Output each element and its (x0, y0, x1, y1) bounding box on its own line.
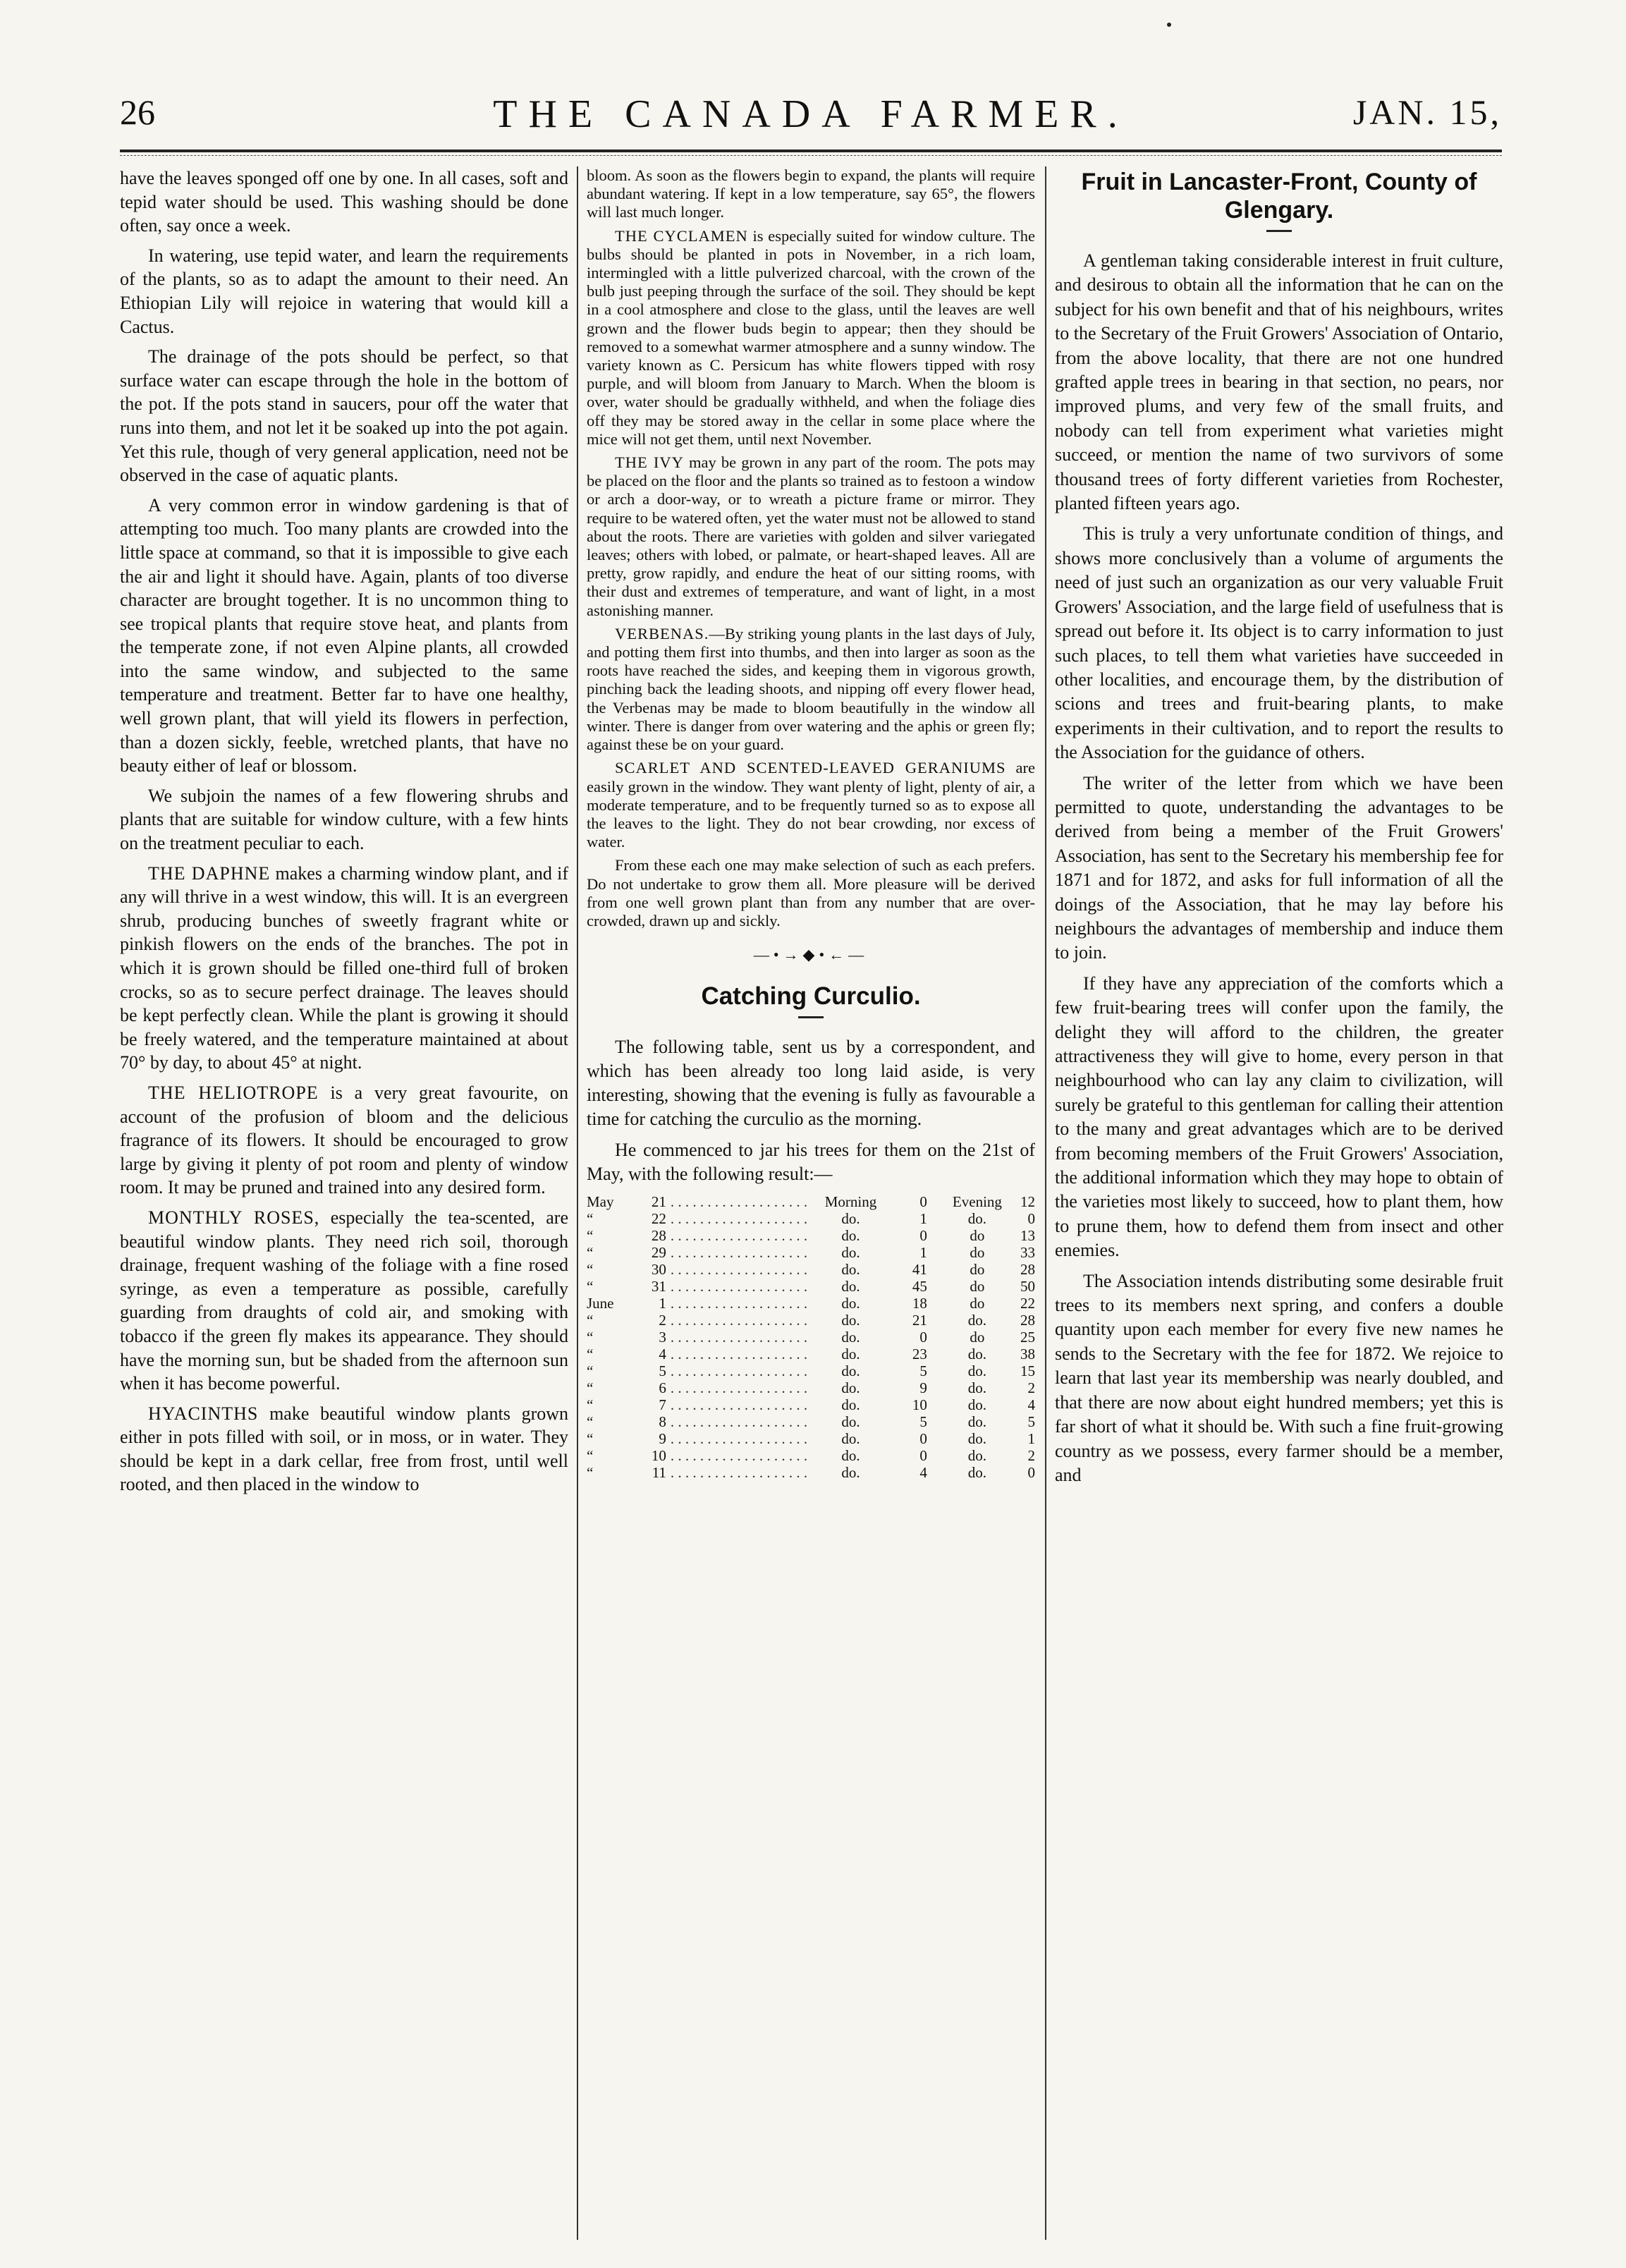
paragraph-ivy (587, 453, 1035, 620)
table-cell-morning: 45 (912, 1278, 927, 1295)
table-cell-do: do. (841, 1346, 860, 1363)
table-cell-do: do. (841, 1295, 860, 1312)
paragraph-text: is a very great favourite, on account of the profusion of bloom and the delicious fragrance of its flowers. It should be encouraged to grow large by giving it plenty of pot room and plenty of window room. It may be pruned and trained into any desired form. (120, 1082, 568, 1198)
paragraph-hyacinths (120, 1402, 568, 1496)
table-leader (671, 1447, 811, 1464)
table-cell-morning: 0 (919, 1227, 927, 1245)
plant-name: HYACINTHS (148, 1403, 259, 1424)
table-cell-morning: 1 (919, 1244, 927, 1262)
table-row (587, 1413, 1035, 1430)
column-divider (577, 166, 578, 2240)
paragraph-roses (120, 1206, 568, 1396)
table-row (587, 1430, 1035, 1447)
table-row (587, 1464, 1035, 1481)
table-cell-month: “ (587, 1379, 594, 1397)
table-cell-do: do. (841, 1379, 860, 1397)
table-cell-month: “ (587, 1278, 594, 1295)
table-cell-day: 3 (659, 1329, 666, 1346)
table-row (587, 1227, 1035, 1244)
table-cell-morning: 10 (912, 1396, 927, 1414)
table-cell-month: “ (587, 1346, 594, 1363)
paragraph: A gentleman taking considerable interest in fruit culture, and desirous to obtain all the information that he can on the subject for his own benefit and that of his neighbours, writes to the Secretary of the Fruit Growers' Association of Ontario, from the above locality, that there are not one hundred grafted apple trees in bearing in that section, no pears, nor improved plums, and very few of the small fruits, and nobody can tell from experiment what varieties might succeed, or mention the name of two survivors of some thousand trees of forty different varieties from Rochester, planted fifteen years ago. (1055, 250, 1503, 514)
article-headline: Catching Curculio. (701, 982, 921, 1011)
paragraph-text: make beautiful window plants grown either in pots filled with soil, or in moss, or in water. They should be kept in a dark cellar, free from frost, until well rooted, and then placed in the window to (120, 1403, 568, 1495)
table-cell-day: 10 (651, 1447, 666, 1465)
table-leader (671, 1379, 811, 1396)
table-cell-morning: 0 (919, 1329, 927, 1346)
table-cell-do: do. (967, 1312, 987, 1329)
table-cell-day: 11 (652, 1464, 666, 1482)
paragraph-text: are easily grown in the window. They want plenty of light, plenty of air, a moderate temperature, and to be frequently turned so as to expose all the leaves to the light. They do not bear crowding, nor excess of water. (587, 759, 1035, 851)
table-cell-month: “ (587, 1413, 594, 1431)
table-cell-evening: 2 (1027, 1447, 1035, 1465)
table-cell-evening: 0 (1027, 1464, 1035, 1482)
table-cell-do: do. (967, 1379, 987, 1397)
paragraph: A very common error in window gardening is that of attempting too much. Too many plants are crowded into the little space at command, so that it is impossible to give each the air and light it should have. Again, plants of too diverse character are brought together. It is no uncommon thing to see tropical plants that require stove heat, and plants from the temperate zone, if not even Alpine plants, all crowded into the same window, and subjected to the same temperature and treatment. Better far to have one healthy, well grown plant, that will yield its flowers in perfection, than a dozen sickly, feeble, wretched plants, that have no beauty either of leaf or blossom. (120, 494, 568, 776)
table-header-evening: Evening (952, 1193, 1002, 1211)
table-row (587, 1447, 1035, 1464)
table-cell-evening: 33 (1020, 1244, 1035, 1262)
paragraph-text: especially the tea-scented, are beautiful window plants. They need rich soil, thorough drainage, frequent washing of the foliage with a fine rosed syringe, as even a temperature as possible, carefully guarding from draughts of cold air, and smoking with tobacco if the green fly makes its appearance. They should have the morning sun, but be shaded from the afternoon sun when it has become powerful. (120, 1207, 568, 1394)
table-cell-day: 22 (651, 1210, 666, 1228)
table-cell-morning: 1 (919, 1210, 927, 1228)
paragraph: The Association intends distributing some desirable fruit trees to its members next spring, and confers a double quantity upon each member for every five new names he sends to the Secretary with the fee for 1872. We rejoice to learn that last year its membership was nearly doubled, and that there are now about eight hundred members; yet this is far short of what it should be. With such a fine fruit-growing country as we possess, every farmer should be a member, and (1055, 1270, 1503, 1485)
paragraph: have the leaves sponged off one by one. In all cases, soft and tepid water should be used. This washing should be done often, say once a week. (120, 168, 568, 236)
table-cell-month: “ (587, 1312, 594, 1329)
table-cell-do: do. (967, 1430, 987, 1448)
table-leader (671, 1244, 811, 1261)
table-cell-morning: 21 (912, 1312, 927, 1329)
table-cell-do: do. (841, 1413, 860, 1431)
table-cell-day: 5 (659, 1362, 666, 1380)
table-cell-month: “ (587, 1261, 594, 1279)
table-cell-day: 2 (659, 1312, 666, 1329)
table-cell-do: do (970, 1329, 985, 1346)
table-cell-do: do (970, 1295, 985, 1312)
paragraph-text: is especially suited for window culture. The bulbs should be planted in pots in November, in a rich loam, intermingled with a little pulverized charcoal, with the crown of the bulb just peeping through the surface of the soil. They should be kept in a cool atmosphere and close to the glass, until the leaves are well grown and the flower buds begin to appear; then they should be removed to a somewhat warmer atmosphere and a sunny window. The variety known as C. Persicum has white flowers tipped with rosy purple, and will bloom from January to March. When the bloom is over, water should be gradually withheld, and when the foliage dies off they may be stored away in the cellar in some place where the mice will not get them, until next November. (587, 226, 1035, 448)
table-cell-day: 9 (659, 1430, 666, 1448)
table-cell-do: do (970, 1261, 985, 1279)
plant-name: THE IVY (615, 453, 684, 472)
table-cell-day: 1 (659, 1295, 666, 1312)
table-cell-day: 31 (651, 1278, 666, 1295)
table-leader (671, 1261, 811, 1278)
table-leader (671, 1227, 811, 1244)
table-cell-evening: 25 (1020, 1329, 1035, 1346)
table-cell-do: do. (967, 1413, 987, 1431)
table-cell-do: do (970, 1227, 985, 1245)
table-leader (671, 1312, 811, 1329)
table-cell-morning: 23 (912, 1346, 927, 1363)
headline-rule (798, 1016, 824, 1018)
table-cell-day: 7 (659, 1396, 666, 1414)
curculio-article (587, 1035, 1035, 1186)
table-row (587, 1210, 1035, 1227)
table-cell-morning: 0 (919, 1193, 927, 1211)
masthead (120, 92, 1502, 141)
article-headline: Fruit in Lancaster-Front, County of Glengary. (1081, 169, 1477, 224)
table-cell-do: do. (841, 1447, 860, 1465)
table-cell-morning: 0 (919, 1430, 927, 1448)
paragraph: We subjoin the names of a few flowering shrubs and plants that are suitable for window culture, with a few hints on the treatment peculiar to each. (120, 785, 568, 854)
table-leader (671, 1210, 811, 1227)
table-cell-do: do. (841, 1210, 860, 1228)
newspaper-title: THE CANADA FARMER. (493, 92, 1129, 136)
paragraph-geraniums (587, 759, 1035, 851)
table-cell-morning: 9 (919, 1379, 927, 1397)
section-ornament: —•→◆•←— (753, 946, 869, 964)
table-cell-do: do. (841, 1396, 860, 1414)
table-cell-do: do. (967, 1464, 987, 1482)
headline-rule (1266, 230, 1292, 232)
table-cell-evening: 4 (1027, 1396, 1035, 1414)
table-cell-month: “ (587, 1227, 594, 1245)
paragraph-heliotrope (120, 1081, 568, 1200)
table-cell-do: do. (841, 1362, 860, 1380)
table-cell-day: 8 (659, 1413, 666, 1431)
table-cell-day: 29 (651, 1244, 666, 1262)
table-row (587, 1396, 1035, 1413)
table-cell-do: do. (967, 1346, 987, 1363)
plant-name: THE DAPHNE (148, 862, 271, 884)
left-column (120, 166, 568, 2240)
paragraph: If they have any appreciation of the comforts which a few fruit-bearing trees will confer upon the family, the delight they will afford to the children, the greater attractiveness they will give to home, every person in that neighbourhood who can lay any claim to civilization, will surely be grateful to this gentleman for calling their attention to the many and great advantages which are to be derived from becoming members of the Fruit Growers' Association, the additional information which they may hope to obtain of the varieties most likely to succeed, how to plant them, how to prune them, how to defend them from insect and other enemies. (1055, 973, 1503, 1261)
table-cell-do: do. (841, 1278, 860, 1295)
table-row (587, 1193, 1035, 1210)
table-cell-month: “ (587, 1244, 594, 1262)
paragraph: He commenced to jar his trees for them on the 21st of May, with the following result:— (587, 1140, 1035, 1185)
plant-name: VERBENAS. (615, 624, 709, 642)
paragraph: The drainage of the pots should be perfect, so that surface water can escape through the hole in the bottom of the pot. If the pots stand in saucers, pour off the water that runs into them, and not let it be soaked up into the pot again. Yet this rule, though of very general application, need not be observed in the case of aquatic plants. (120, 346, 568, 486)
table-cell-day: 21 (651, 1193, 666, 1211)
paragraph-text: may be grown in any part of the room. The pots may be placed on the floor and the plants so trained as to festoon a window or arch a door-way, or to wreath a picture frame or mirror. They require to be watered often, yet the water must not be allowed to stand about the roots. There are varieties with golden and silver variegated leaves; others with lobed, or palmate, or heart-shaped leaves. All are pretty, grow rapidly, and endure the heat of our sitting rooms, with their dust and extremes of temperature, and want of light, in a most astonishing manner. (587, 453, 1035, 619)
ink-speck (1167, 23, 1171, 27)
table-leader (671, 1193, 811, 1210)
table-row (587, 1362, 1035, 1379)
table-cell-evening: 5 (1027, 1413, 1035, 1431)
paragraph: The writer of the letter from which we have been permitted to quote, understanding the advantages to be derived from being a member of the Fruit Growers' Association, has sent to the Secretary his membership fee for 1871 and for 1872, and asks for full information of all the doings of the Association, that he may lay before his neighbours the advantages of membership and induce them to join. (1055, 772, 1503, 963)
table-cell-evening: 1 (1027, 1430, 1035, 1448)
table-cell-day: 6 (659, 1379, 666, 1397)
page-number: 26 (120, 92, 155, 132)
paragraph: The following table, sent us by a correspondent, and which has been already too long laid aside, is very interesting, showing that the evening is fully as favourable a time for catching the curculio as the morning. (587, 1037, 1035, 1130)
table-cell-do: do. (841, 1261, 860, 1279)
paragraph-verbenas (587, 625, 1035, 754)
table-leader (671, 1278, 811, 1295)
table-cell-evening: 15 (1020, 1362, 1035, 1380)
masthead-rule (120, 150, 1502, 152)
table-cell-do: do. (967, 1396, 987, 1414)
table-row (587, 1379, 1035, 1396)
right-column (1055, 166, 1503, 2240)
table-cell-do: do. (967, 1210, 987, 1228)
paragraph: This is truly a very unfortunate condition of things, and shows more conclusively than a volume of arguments the need of just such an organization as our very valuable Fruit Growers' Association, and the large field of usefulness that is spread out before it. Its object is to carry information to just such places, to tell them what varieties have succeeded in other localities, and encourage them, by the distribution of scions and trees and fruit-bearing plants, to make experiments in their cultivation, and to report the results to the Association for the guidance of others. (1055, 523, 1503, 763)
table-cell-morning: 5 (919, 1413, 927, 1431)
paragraph: From these each one may make selection of such as each prefers. Do not undertake to grow them all. More pleasure will be derived from one well grown plant than from any number that are over-crowded, drawn up and sickly. (587, 856, 1035, 929)
table-cell-do: do. (841, 1227, 860, 1245)
table-cell-month: June (587, 1295, 614, 1312)
table-cell-month: “ (587, 1447, 594, 1465)
table-leader (671, 1413, 811, 1430)
table-cell-month: “ (587, 1362, 594, 1380)
table-cell-evening: 22 (1020, 1295, 1035, 1312)
column-divider (1045, 166, 1046, 2240)
table-cell-evening: 38 (1020, 1346, 1035, 1363)
table-leader (671, 1346, 811, 1362)
table-cell-month: “ (587, 1210, 594, 1228)
table-leader (671, 1430, 811, 1447)
table-leader (671, 1329, 811, 1346)
table-cell-evening: 28 (1020, 1261, 1035, 1279)
table-cell-month: “ (587, 1464, 594, 1482)
table-cell-evening: 13 (1020, 1227, 1035, 1245)
table-row (587, 1244, 1035, 1261)
table-cell-day: 4 (659, 1346, 666, 1363)
paragraph: bloom. As soon as the flowers begin to expand, the plants will require abundant watering. If kept in a low temperature, say 65°, the flowers will last much longer. (587, 166, 1035, 221)
masthead-rule-dashed (120, 155, 1502, 156)
plant-name: THE HELIOTROPE (148, 1082, 319, 1103)
table-row (587, 1346, 1035, 1362)
table-cell-month: “ (587, 1430, 594, 1448)
table-row (587, 1295, 1035, 1312)
table-cell-do: do. (967, 1362, 987, 1380)
table-row (587, 1261, 1035, 1278)
table-cell-do: do. (841, 1244, 860, 1262)
table-header-morning: Morning (824, 1193, 877, 1211)
table-cell-morning: 41 (912, 1261, 927, 1279)
table-cell-evening: 12 (1020, 1193, 1035, 1211)
table-cell-month: May (587, 1193, 614, 1211)
plant-name: THE CYCLAMEN (615, 226, 748, 245)
table-leader (671, 1295, 811, 1312)
table-cell-day: 30 (651, 1261, 666, 1279)
table-cell-morning: 0 (919, 1447, 927, 1465)
plant-name: MONTHLY ROSES, (148, 1207, 320, 1228)
table-cell-day: 28 (651, 1227, 666, 1245)
paragraph: In watering, use tepid water, and learn the requirements of the plants, so as to adapt the amount to their need. An Ethiopian Lily will rejoice in watering that would kill a Cactus. (120, 245, 568, 337)
table-cell-evening: 50 (1020, 1278, 1035, 1295)
table-cell-do: do (970, 1278, 985, 1295)
paragraph-daphne (120, 862, 568, 1075)
table-cell-evening: 2 (1027, 1379, 1035, 1397)
table-cell-evening: 28 (1020, 1312, 1035, 1329)
table-cell-do: do. (841, 1312, 860, 1329)
table-cell-evening: 0 (1027, 1210, 1035, 1228)
table-row (587, 1312, 1035, 1329)
table-cell-morning: 5 (919, 1362, 927, 1380)
table-cell-do: do. (841, 1329, 860, 1346)
table-cell-do: do (970, 1244, 985, 1262)
table-cell-morning: 18 (912, 1295, 927, 1312)
table-row (587, 1329, 1035, 1346)
table-row (587, 1278, 1035, 1295)
paragraph-text: makes a charming window plant, and if any will thrive in a west window, this will. It is an evergreen shrub, producing bunches of sweetly fragrant white or pinkish flowers on the ends of the branches. The pot in which it is grown should be filled one-third full of broken crocks, so as to secure perfect drainage. The leaves should be kept perfectly clean. While the plant is growing it should be freely watered, and the temperature maintained at about 70° by day, to about 45° at night. (120, 862, 568, 1073)
table-cell-month: “ (587, 1396, 594, 1414)
table-cell-do: do. (841, 1464, 860, 1482)
middle-column (587, 166, 1035, 2240)
table-leader (671, 1464, 811, 1481)
table-cell-do: do. (841, 1430, 860, 1448)
paragraph-text: —By striking young plants in the last days of July, and potting them first into thumbs, and then into larger as soon as the roots have reached the sides, and keeping them in vigorous growth, pinching back the leading shoots, and nipping off every flower head, the Verbenas may be made to bloom beautifully in the window all winter. There is danger from over watering and the aphis or green fly; against these be on your guard. (587, 624, 1035, 754)
table-cell-morning: 4 (919, 1464, 927, 1482)
table-leader (671, 1396, 811, 1413)
curculio-table (587, 1193, 1035, 1481)
plant-name: SCARLET AND SCENTED-LEAVED GERANIUMS (615, 759, 1006, 777)
table-leader (671, 1362, 811, 1379)
paragraph-cyclamen (587, 227, 1035, 449)
table-cell-month: “ (587, 1329, 594, 1346)
table-cell-do: do. (967, 1447, 987, 1465)
issue-date: JAN. 15, (1352, 92, 1502, 132)
